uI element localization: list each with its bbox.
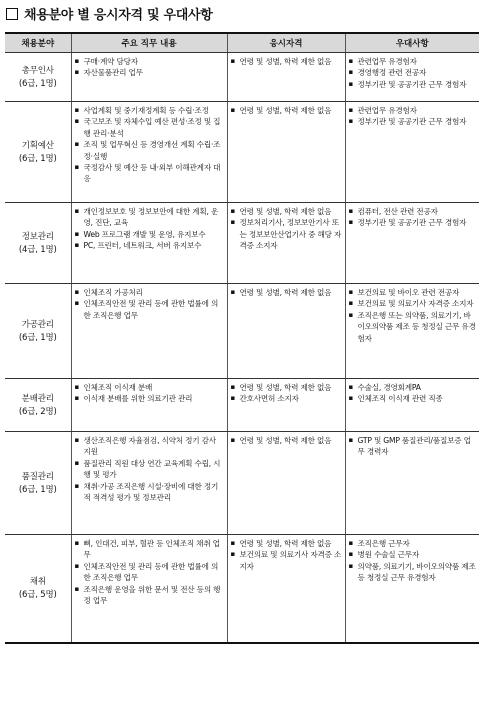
duty-item: ▪ 구매·계약 담당자 [75, 56, 224, 67]
qualifications-cell [227, 379, 345, 432]
table-row [5, 379, 479, 432]
bullet-list [231, 105, 342, 116]
field-cell [5, 432, 71, 535]
preference-item: ▪ 보건의료 및 바이오 관련 전공자 [349, 287, 477, 298]
qualification-item: ▪ 연령 및 성별, 학력 제한 없음 [231, 105, 342, 116]
field-name: 기획예산 [21, 140, 54, 151]
preference-item: ▪ 조직은행 근무자 [349, 538, 477, 549]
page-title [6, 4, 213, 23]
field-cell [5, 379, 71, 432]
preference-item: ▪ 관련업무 유경험자 [349, 56, 477, 67]
duties-cell [71, 379, 227, 432]
field-cell [5, 203, 71, 284]
duties-cell [71, 53, 227, 102]
duty-item: ▪ 조직 및 업무혁신 등 경영개선 계획 수립·조정·실행 [75, 139, 224, 162]
field-grade: (4급, 1명) [18, 244, 57, 255]
qualification-item: ▪ 연령 및 성별, 학력 제한 없음 [231, 56, 342, 67]
duty-item: ▪ 채취·가공 조직은행 시설·장비에 대한 정기적 적격성 평가 및 정보관리 [75, 481, 224, 504]
field-cell [5, 53, 71, 102]
preferences-cell [345, 432, 479, 535]
field-grade: (6급, 5명) [18, 589, 57, 600]
table-header-row [5, 33, 479, 53]
duty-item: ▪ 개인정보보호 및 정보보안에 대한 계획, 운영, 진단, 교육 [75, 206, 224, 229]
qualifications-cell [227, 432, 345, 535]
field-cell [5, 102, 71, 203]
bullet-list [231, 538, 342, 572]
bullet-list [75, 435, 224, 503]
field-cell [5, 535, 71, 643]
page-title-text: 채용분야 별 응시자격 및 우대사항 [24, 8, 213, 23]
duty-item: ▪ 국고보조 및 자체수입 예산 편성·조정 및 집행 관리·분석 [75, 116, 224, 139]
field-grade: (6급, 2명) [18, 406, 57, 417]
preference-item: ▪ GTP 및 GMP 품질관리/품질보증 업무 경력자 [349, 435, 477, 458]
field-name: 총무인사 [21, 65, 54, 76]
duties-cell [71, 102, 227, 203]
header-duties: 주요 직무 내용 [71, 33, 227, 53]
bullet-list [231, 435, 342, 446]
preference-item: ▪ 정부기관 및 공공기관 근무 경험자 [349, 217, 477, 228]
bullet-list [349, 382, 477, 405]
bullet-list [75, 287, 224, 321]
field-grade: (6급, 1명) [18, 332, 57, 343]
duty-item: ▪ 조직은행 운영을 위한 문서 및 전산 등의 행정 업무 [75, 584, 224, 607]
duties-cell [71, 284, 227, 379]
qualifications-cell [227, 53, 345, 102]
table-row [5, 203, 479, 284]
qualifications-cell [227, 535, 345, 643]
qualifications-cell [227, 284, 345, 379]
field-grade: (6급, 1명) [18, 153, 57, 164]
bullet-list [75, 206, 224, 252]
bullet-list [349, 538, 477, 584]
table-row [5, 102, 479, 203]
preference-item: ▪ 정부기관 및 공공기관 근무 경험자 [349, 79, 477, 90]
duty-item: ▪ 생산조직은행 자율점검, 식약처 정기 감사 지원 [75, 435, 224, 458]
field-name: 분배관리 [21, 393, 54, 404]
table-row [5, 535, 479, 643]
bullet-list [231, 287, 342, 298]
bullet-list [75, 56, 224, 79]
bullet-list [75, 105, 224, 185]
table-body [5, 53, 479, 643]
preferences-cell [345, 203, 479, 284]
preference-item: ▪ 수술실, 경영회계PA [349, 382, 477, 393]
preference-item: ▪ 컴퓨터, 전산 관련 전공자 [349, 206, 477, 217]
preferences-cell [345, 535, 479, 643]
field-cell [5, 284, 71, 379]
duty-item: ▪ 인체조직 이식재 분배 [75, 382, 224, 393]
qualification-item: ▪ 연령 및 성별, 학력 제한 없음 [231, 538, 342, 549]
bullet-list [231, 382, 342, 405]
bullet-list [231, 206, 342, 252]
table-row [5, 432, 479, 535]
header-qualifications: 응시자격 [227, 33, 345, 53]
duty-item: ▪ 국정감사 및 예산 등 내·외부 이해관계자 대응 [75, 162, 224, 185]
qualification-item: ▪ 연령 및 성별, 학력 제한 없음 [231, 287, 342, 298]
preference-item: ▪ 관련업무 유경험자 [349, 105, 477, 116]
bullet-list [231, 56, 342, 67]
preferences-cell [345, 53, 479, 102]
preference-item: ▪ 경영행정 관련 전공자 [349, 67, 477, 78]
duties-cell [71, 535, 227, 643]
table-row [5, 53, 479, 102]
field-name: 정보관리 [21, 231, 54, 242]
field-grade: (6급, 1명) [18, 78, 57, 89]
bullet-list [349, 56, 477, 90]
duty-item: ▪ 사업계획 및 중기재정계획 등 수립·조정 [75, 105, 224, 116]
duties-cell [71, 432, 227, 535]
recruitment-table [5, 32, 479, 644]
qualifications-cell [227, 102, 345, 203]
preferences-cell [345, 102, 479, 203]
bullet-list [349, 435, 477, 458]
bullet-list [349, 105, 477, 128]
header-preferences: 우대사항 [345, 33, 479, 53]
duties-cell [71, 203, 227, 284]
duty-item: ▪ 자산물품관리 업무 [75, 67, 224, 78]
duty-item: ▪ Web 프로그램 개발 및 운영, 유지보수 [75, 229, 224, 240]
header-field: 채용분야 [5, 33, 71, 53]
preferences-cell [345, 284, 479, 379]
field-name: 채취 [29, 576, 46, 587]
preference-item: ▪ 보건의료 및 의료기사 자격증 소지자 [349, 298, 477, 309]
bullet-list [75, 382, 224, 405]
duty-item: ▪ 뼈, 인대건, 피부, 혈관 등 인체조직 채취 업무 [75, 538, 224, 561]
duty-item: ▪ 인체조직안전 및 관리 등에 관한 법률에 의한 조직은행 업무 [75, 298, 224, 321]
field-name: 가공관리 [21, 319, 54, 330]
qualification-item: ▪ 간호사면허 소지자 [231, 393, 342, 404]
bullet-list [75, 538, 224, 606]
qualification-item: ▪ 연령 및 성별, 학력 제한 없음 [231, 435, 342, 446]
duty-item: ▪ 이식재 분배를 위한 의료기관 관리 [75, 393, 224, 404]
preference-item: ▪ 정부기관 및 공공기관 근무 경험자 [349, 116, 477, 127]
qualification-item: ▪ 연령 및 성별, 학력 제한 없음 [231, 382, 342, 393]
qualification-item: ▪ 보건의료 및 의료기사 자격증 소지자 [231, 549, 342, 572]
preference-item: ▪ 병원 수술실 근무자 [349, 549, 477, 560]
duty-item: ▪ 인체조직 가공처리 [75, 287, 224, 298]
bullet-list [349, 287, 477, 344]
qualifications-cell [227, 203, 345, 284]
bullet-list [349, 206, 477, 229]
duty-item: ▪ 품질관리 직원 대상 연간 교육계획 수립, 시행 및 평가 [75, 458, 224, 481]
checkbox-square-icon [6, 8, 18, 20]
preferences-cell [345, 379, 479, 432]
table-row [5, 284, 479, 379]
field-grade: (6급, 1명) [18, 484, 57, 495]
preference-item: ▪ 조직은행 또는 의약품, 의료기기, 바이오의약품 제조 등 청정실 근무 유경험자 [349, 310, 477, 344]
preference-item: ▪ 의약품, 의료기기, 바이오의약품 제조 등 청정실 근무 유경험자 [349, 561, 477, 584]
qualification-item: ▪ 연령 및 성별, 학력 제한 없음 [231, 206, 342, 217]
duty-item: ▪ 인체조직안전 및 관리 등에 관한 법률에 의한 조직은행 업무 [75, 561, 224, 584]
preference-item: ▪ 인체조직 이식재 관련 직종 [349, 393, 477, 404]
qualification-item: ▪ 정보처리기사, 정보보안기사 또는 정보보안산업기사 중 해당 자격증 소지자 [231, 217, 342, 251]
field-name: 품질관리 [21, 471, 54, 482]
duty-item: ▪ PC, 프린터, 네트워크, 서버 유지보수 [75, 240, 224, 251]
